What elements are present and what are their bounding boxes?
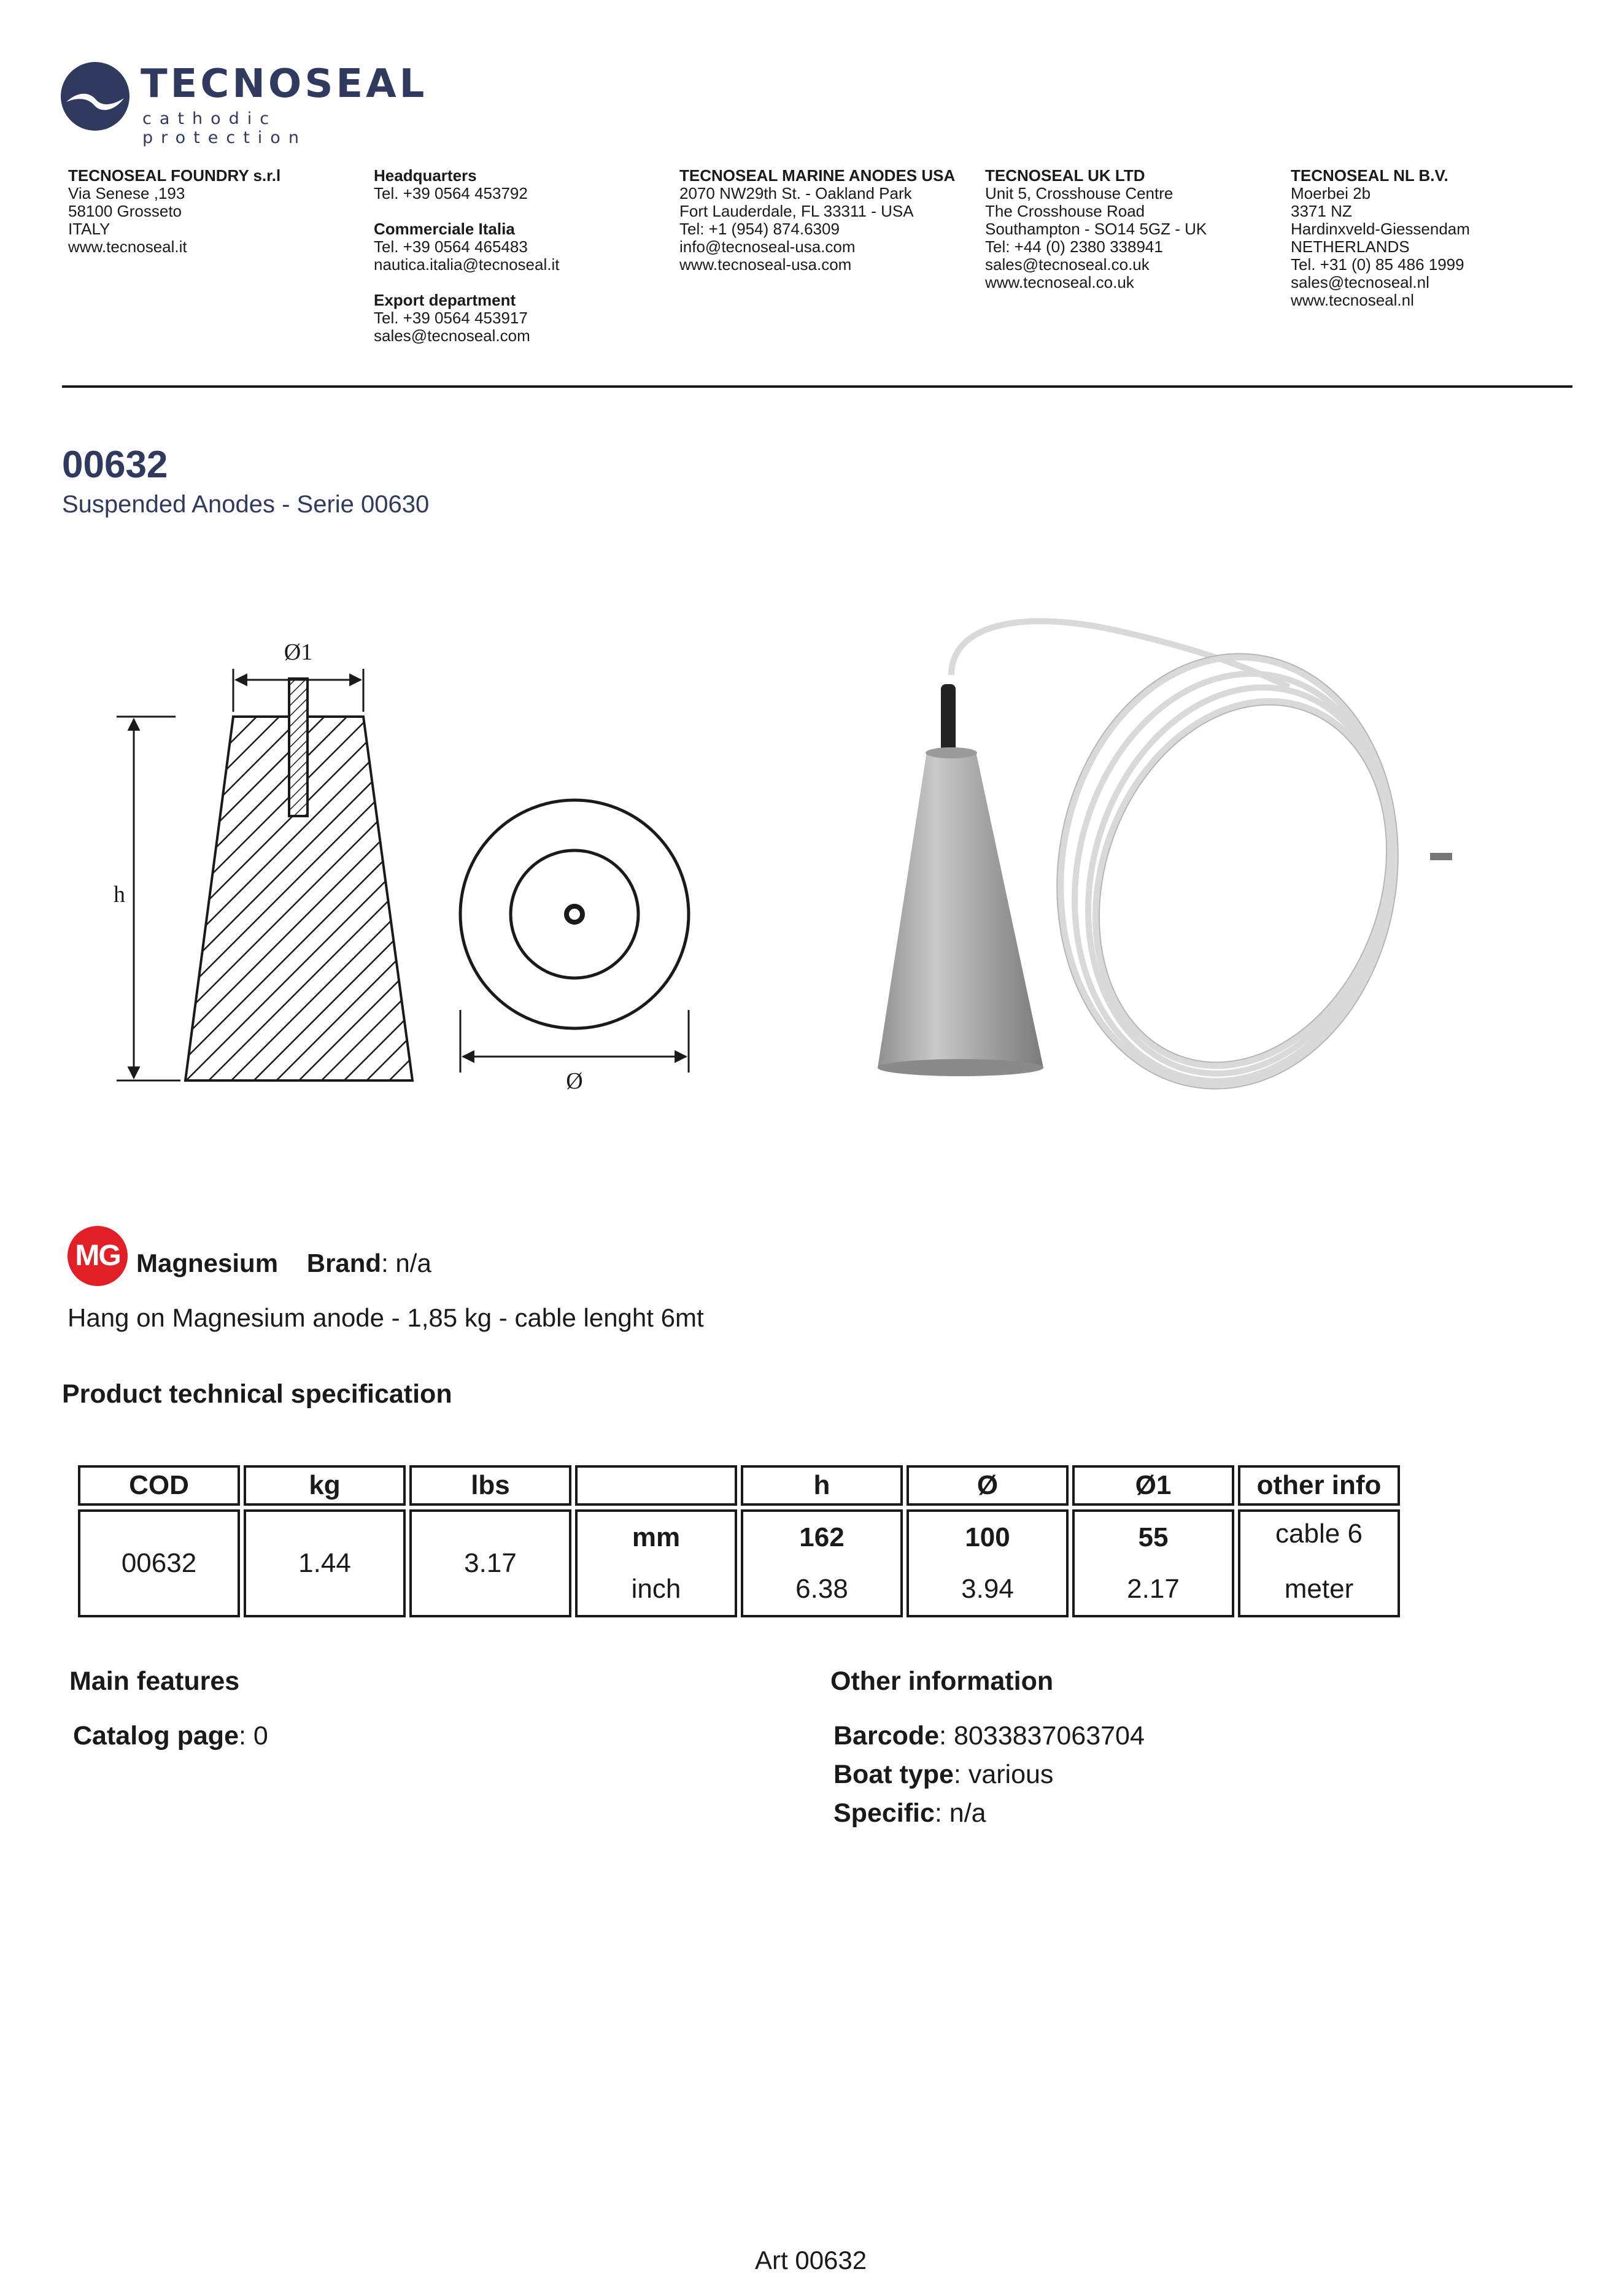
product-code: 00632	[62, 444, 168, 486]
address-website-link[interactable]: www.tecnoseal.it	[68, 237, 187, 256]
address-line: 58100 Grosseto	[68, 202, 182, 220]
address-line: Hardinxveld-Giessendam	[1291, 220, 1470, 238]
address-title: TECNOSEAL FOUNDRY s.r.l	[68, 166, 281, 185]
address-line: Tel. +31 (0) 85 486 1999	[1291, 255, 1464, 274]
label-d: Ø	[566, 1068, 583, 1094]
value-inch: 6.38	[795, 1574, 848, 1604]
cell-cod: 00632	[78, 1509, 240, 1617]
product-series: Suspended Anodes - Serie 00630	[62, 491, 430, 518]
cell-d1	[1072, 1509, 1234, 1617]
address-line: Unit 5, Crosshouse Centre	[985, 184, 1174, 202]
table-row	[78, 1509, 1400, 1617]
column-header: other info	[1238, 1465, 1400, 1506]
cell-lbs: 3.17	[409, 1509, 571, 1617]
boat-type-field	[833, 1760, 1053, 1790]
address-title: TECNOSEAL MARINE ANODES USA	[679, 166, 956, 185]
address-email-link[interactable]: sales@tecnoseal.co.uk	[985, 255, 1150, 274]
barcode-field	[833, 1721, 1145, 1751]
address-title: Headquarters	[374, 166, 477, 185]
value-mm: 55	[1138, 1522, 1169, 1552]
spec-title: Product technical specification	[62, 1379, 452, 1409]
catalog-page-field	[73, 1721, 268, 1751]
address-line: Tel. +39 0564 453792	[374, 184, 528, 202]
logo-tagline: cathodic protection	[142, 109, 307, 147]
cone-top-view	[460, 800, 689, 1028]
cone-side-view	[185, 679, 412, 1081]
address-line: 2070 NW29th St. - Oakland Park	[679, 184, 912, 202]
address-title: TECNOSEAL UK LTD	[985, 166, 1145, 185]
address-email-link[interactable]: sales@tecnoseal.nl	[1291, 273, 1429, 291]
address-title: TECNOSEAL NL B.V.	[1291, 166, 1448, 185]
address-website-link[interactable]: www.tecnoseal.co.uk	[985, 273, 1134, 291]
address-line: 3371 NZ	[1291, 202, 1352, 220]
cell-h	[741, 1509, 903, 1617]
address-line: Fort Lauderdale, FL 33311 - USA	[679, 202, 914, 220]
other-info-line: cable 6	[1275, 1519, 1363, 1549]
specific-field	[833, 1798, 986, 1828]
address-line: Southampton - SO14 5GZ - UK	[985, 220, 1207, 238]
company-logo	[60, 60, 441, 147]
footer-article: Art 00632	[755, 2246, 867, 2275]
tecnoseal-wave-logo-icon	[60, 61, 130, 131]
address-line: The Crosshouse Road	[985, 202, 1145, 220]
address-line: Moerbei 2b	[1291, 184, 1371, 202]
address-line: Via Senese ,193	[68, 184, 185, 202]
product-description: Hang on Magnesium anode - 1,85 kg - cable lenght 6mt	[68, 1303, 704, 1332]
column-header: lbs	[409, 1465, 571, 1506]
specific-value: : n/a	[934, 1798, 986, 1828]
address-line: Tel. +39 0564 453917	[374, 309, 528, 327]
address-line: Tel: +44 (0) 2380 338941	[985, 237, 1163, 256]
address-usa	[679, 167, 955, 274]
product-photo	[859, 601, 1498, 1117]
address-website-link[interactable]: www.tecnoseal.nl	[1291, 291, 1414, 309]
cable-connector	[941, 684, 956, 752]
spec-table	[74, 1462, 1404, 1621]
material-badge: MG	[68, 1226, 128, 1286]
address-line: NETHERLANDS	[1291, 237, 1410, 256]
label-h: h	[114, 882, 125, 907]
value-mm: 162	[799, 1522, 845, 1552]
address-nl	[1291, 167, 1470, 309]
address-headquarters	[374, 167, 559, 345]
address-line: Tel: +1 (954) 874.6309	[679, 220, 840, 238]
anode-cone	[878, 752, 1043, 1068]
value-mm: 100	[965, 1522, 1010, 1552]
technical-drawing	[104, 620, 712, 1111]
unit-mm: mm	[632, 1522, 681, 1552]
address-title: Export department	[374, 291, 516, 309]
other-information-title: Other information	[830, 1666, 1054, 1696]
address-foundry	[68, 167, 280, 256]
address-email-link[interactable]: sales@tecnoseal.com	[374, 326, 530, 345]
dimension-d	[460, 1010, 689, 1073]
specific-label: Specific	[833, 1798, 935, 1828]
value-inch: 2.17	[1127, 1574, 1180, 1604]
catalog-page-label: Catalog page	[73, 1721, 239, 1751]
other-info-line: meter	[1284, 1574, 1354, 1604]
cell-other-info	[1238, 1509, 1400, 1617]
catalog-page-value: : 0	[239, 1721, 268, 1751]
brand-value: : n/a	[381, 1249, 431, 1277]
cable-end-terminal	[1430, 853, 1452, 860]
value-inch: 3.94	[961, 1574, 1014, 1604]
column-header: Ø1	[1072, 1465, 1234, 1506]
boat-type-value: : various	[953, 1760, 1054, 1789]
cell-kg: 1.44	[244, 1509, 406, 1617]
unit-inch: inch	[631, 1574, 681, 1604]
cell-units	[575, 1509, 737, 1617]
cell-d	[907, 1509, 1069, 1617]
address-line: ITALY	[68, 220, 110, 238]
barcode-value: : 8033837063704	[939, 1721, 1145, 1751]
address-uk	[985, 167, 1207, 291]
column-header: COD	[78, 1465, 240, 1506]
header-divider	[62, 385, 1572, 388]
column-header: kg	[244, 1465, 406, 1506]
address-title: Commerciale Italia	[374, 220, 515, 238]
address-email-link[interactable]: nautica.italia@tecnoseal.it	[374, 255, 560, 274]
main-features-title: Main features	[69, 1666, 240, 1696]
material-name: Magnesium	[136, 1249, 279, 1277]
dimension-h	[117, 717, 180, 1081]
label-d1: Ø1	[284, 639, 313, 665]
material-line	[136, 1249, 431, 1278]
boat-type-label: Boat type	[833, 1760, 954, 1789]
column-header: h	[741, 1465, 903, 1506]
address-line: Tel. +39 0564 465483	[374, 237, 528, 256]
address-website-link[interactable]: www.tecnoseal-usa.com	[679, 255, 852, 274]
column-header: Ø	[907, 1465, 1069, 1506]
brand-label: Brand	[306, 1249, 382, 1277]
logo-name: TECNOSEAL	[141, 61, 428, 107]
barcode-label: Barcode	[833, 1721, 940, 1751]
address-email-link[interactable]: info@tecnoseal-usa.com	[679, 237, 856, 256]
table-header-row	[78, 1465, 1400, 1506]
column-header	[575, 1465, 737, 1506]
